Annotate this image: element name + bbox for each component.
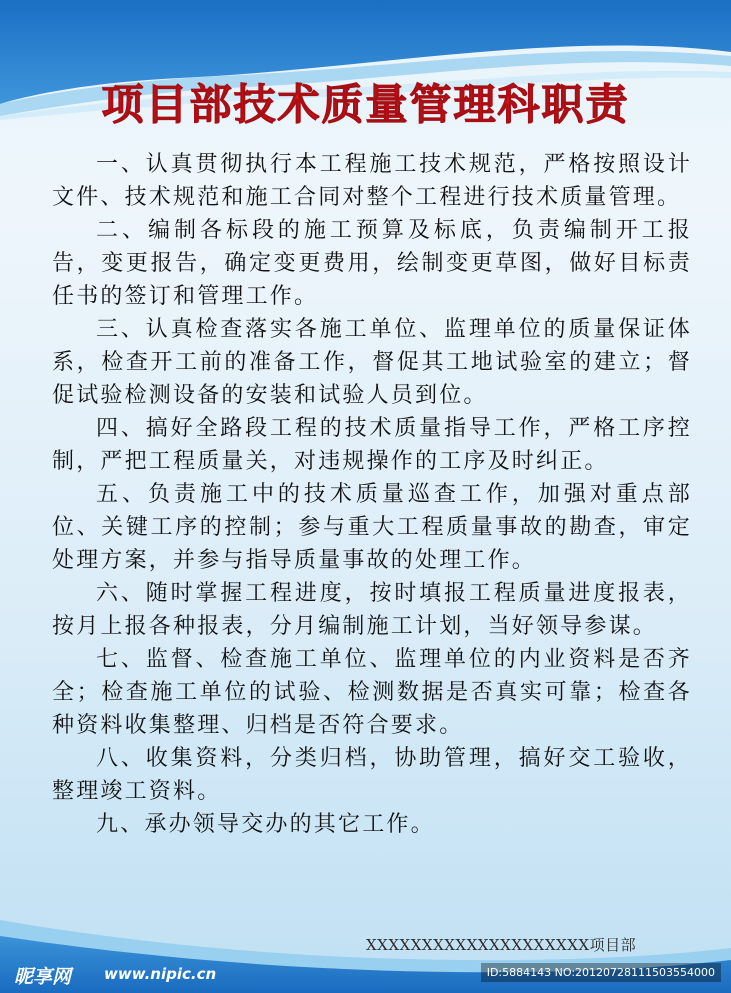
duty-paragraph-5: 五、负责施工中的技术质量巡查工作，加强对重点部位、关键工序的控制；参与重大工程质量事故的勘查，审定处理方案，并参与指导质量事故的处理工作。 (52, 482, 692, 573)
duty-paragraph-3: 三、认真检查落实各施工单位、监理单位的质量保证体系，检查开工前的准备工作，督促其工地试验室的建立；督促试验检测设备的安装和试验人员到位。 (52, 317, 692, 408)
duty-paragraph-4: 四、搞好全路段工程的技术质量指导工作，严格工序控制，严把工程质量关，对违规操作的工序及时纠正。 (52, 416, 692, 474)
duty-paragraph-9: 九、承办领导交办的其它工作。 (96, 812, 435, 837)
watermark-url: www.nipic.cn (104, 965, 217, 983)
duty-paragraph-6: 六、随时掌握工程进度，按时填报工程质量进度报表，按月上报各种报表，分月编制施工计划，当好领导参谋。 (52, 581, 692, 639)
page-title: 项目部技术质量管理科职责 (101, 80, 630, 129)
signature: XXXXXXXXXXXXXXXXXXXX项目部 (366, 936, 637, 954)
watermark-id: ID:5884143 NO:20120728111503554000 (481, 963, 721, 982)
duty-paragraph-2: 二、编制各标段的施工预算及标底，负责编制开工报告，变更报告，确定变更费用，绘制变更草图，做好目标责任书的签订和管理工作。 (52, 218, 692, 309)
duty-paragraph-1: 一、认真贯彻执行本工程施工技术规范，严格按照设计文件、技术规范和施工合同对整个工程进行技术质量管理。 (52, 152, 692, 210)
duty-paragraph-7: 七、监督、检查施工单位、监理单位的内业资料是否齐全；检查施工单位的试验、检测数据是否真实可靠；检查各种资料收集整理、归档是否符合要求。 (52, 647, 692, 738)
watermark-logo: 昵享网 (14, 966, 72, 988)
duty-paragraph-8: 八、收集资料，分类归档，协助管理，搞好交工验收，整理竣工资料。 (52, 746, 692, 804)
duties-body (52, 148, 692, 841)
